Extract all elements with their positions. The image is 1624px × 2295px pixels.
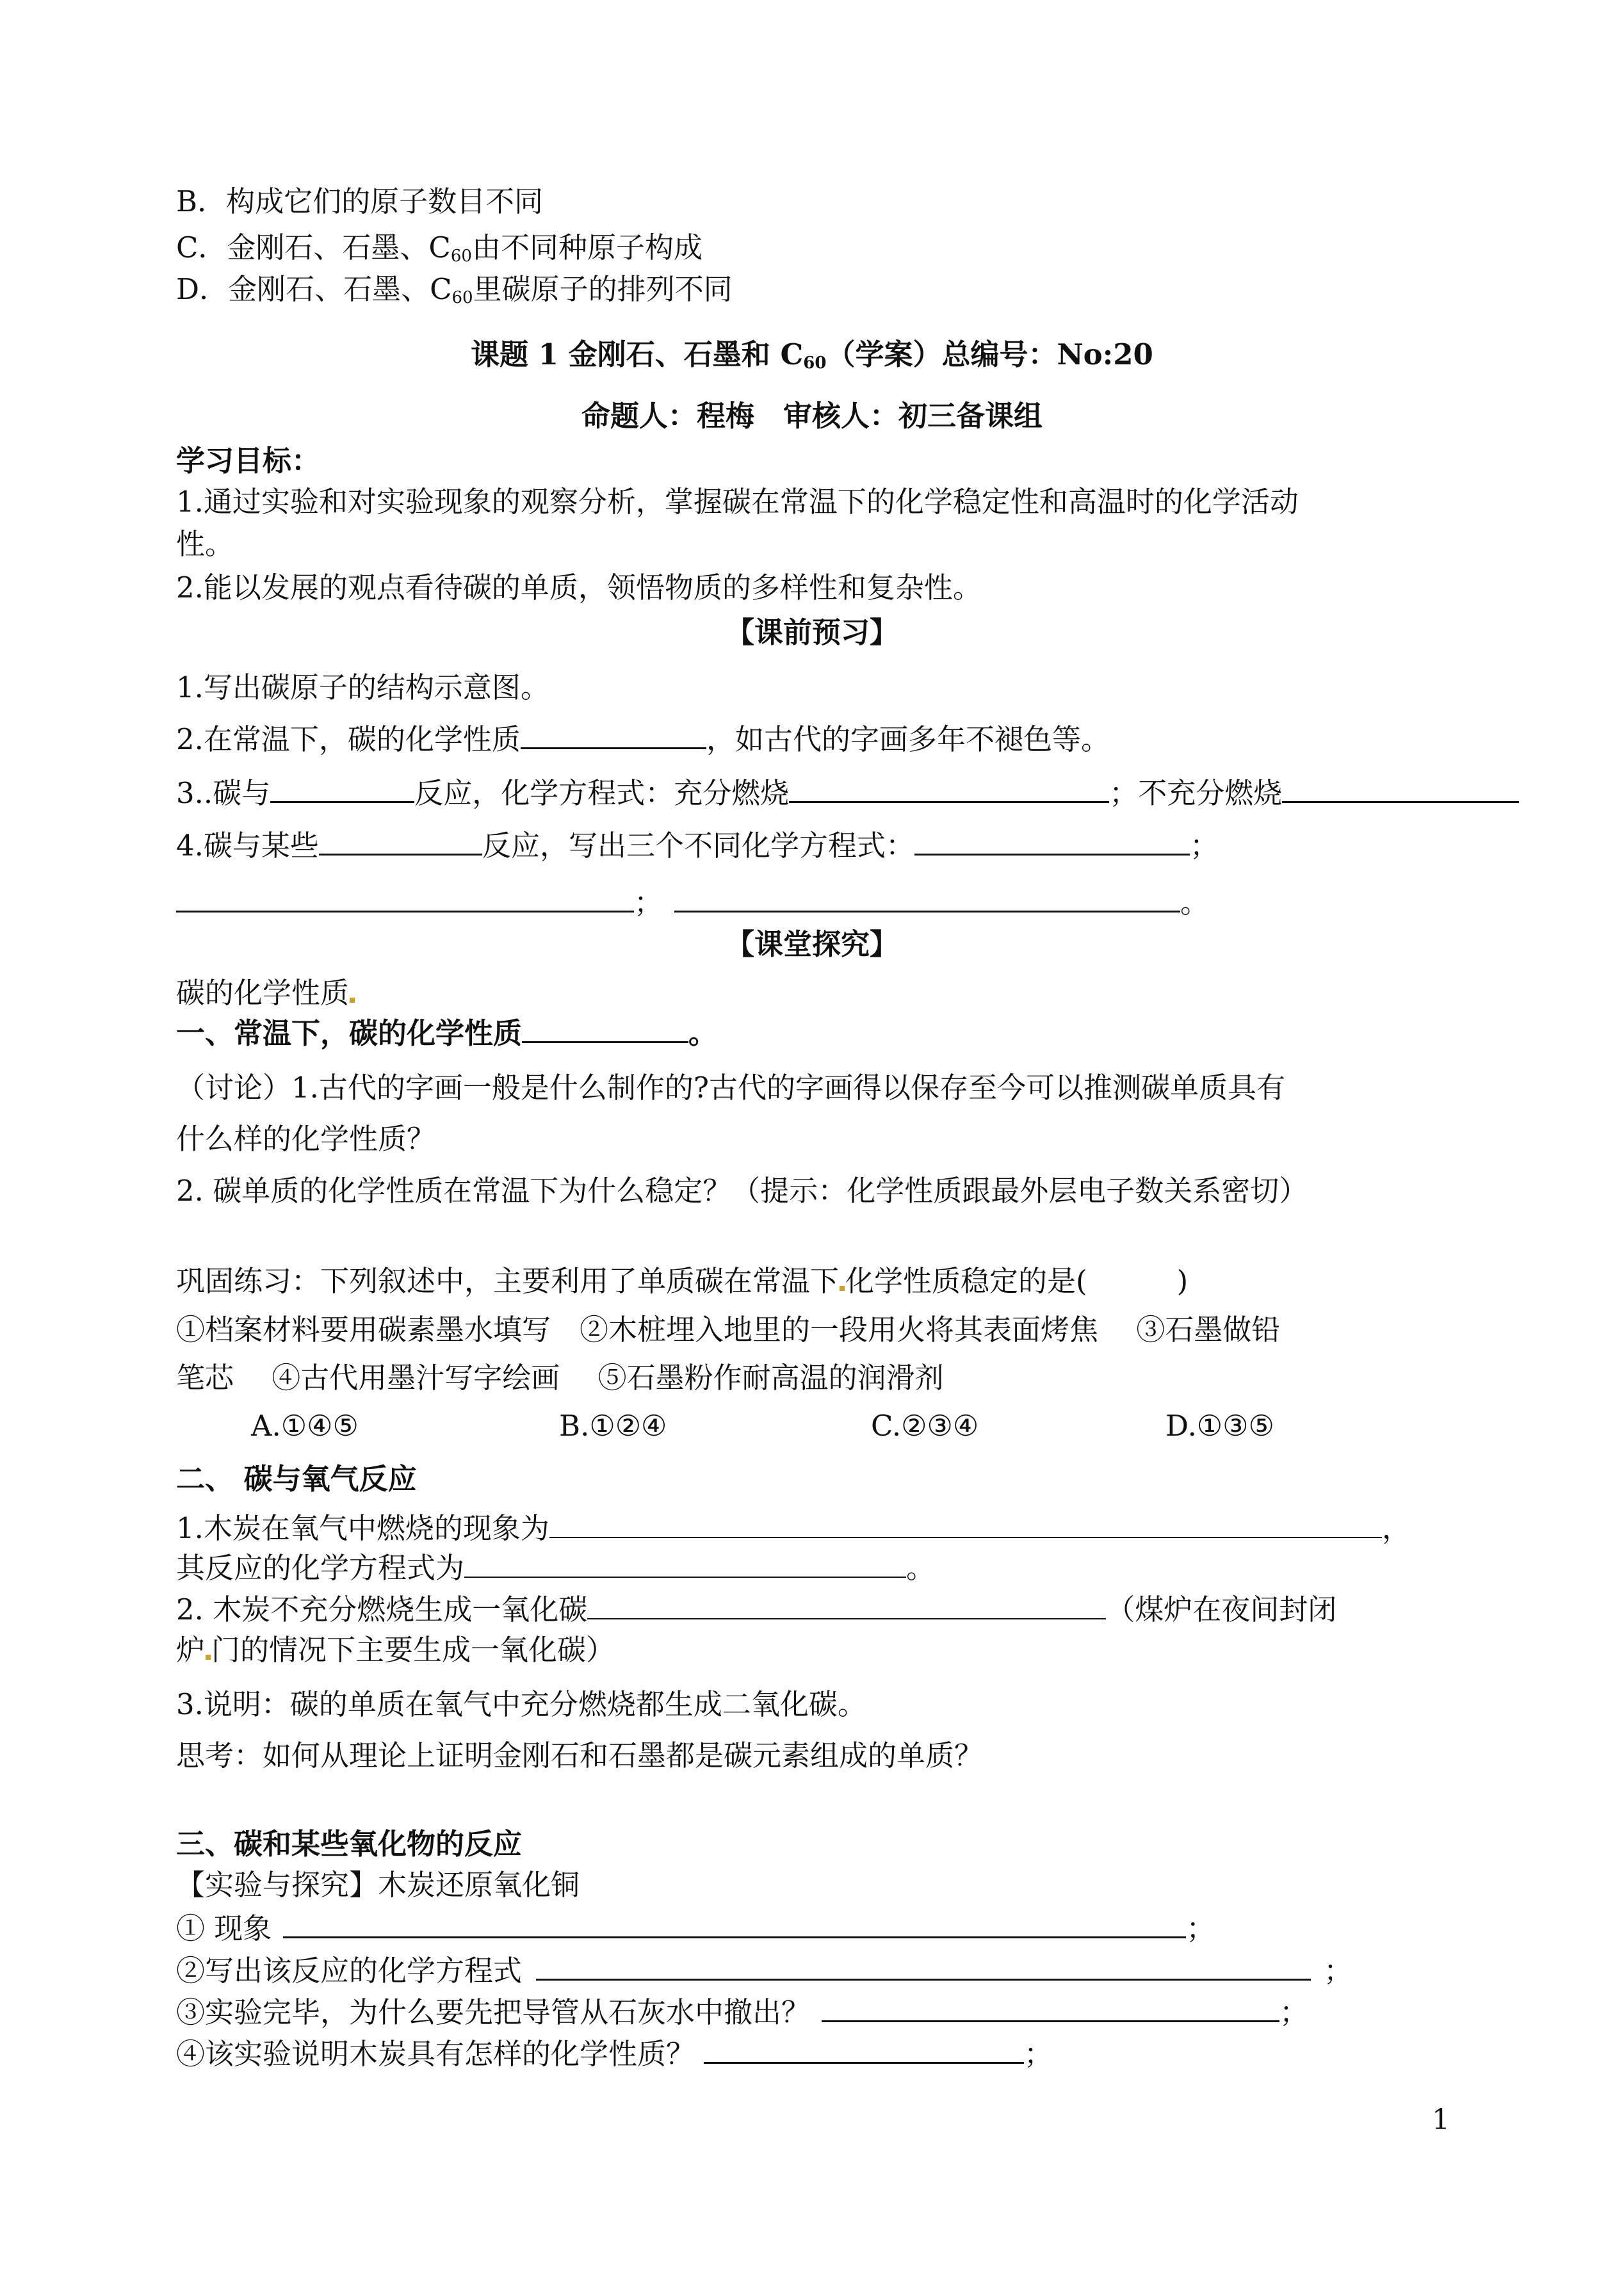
section-1-heading: 一、常温下，碳的化学性质 。: [176, 1013, 717, 1054]
discussion-1-line-1: （讨论）1.古代的字画一般是什么制作的?古代的字画得以保存至今可以推测碳单质具有: [176, 1071, 1286, 1105]
goal-1-line-1: 1.通过实验和对实验现象的观察分析，掌握碳在常温下的化学稳定性和高温时的化学活动: [176, 485, 1299, 519]
section-3-heading: 三、碳和某些氧化物的反应: [176, 1827, 523, 1861]
page-number: 1: [1432, 2104, 1450, 2136]
answer-blank[interactable]: [521, 719, 706, 749]
choice-a[interactable]: A.①④⑤: [251, 1409, 359, 1443]
inquiry-heading: 【课堂探究】: [725, 927, 898, 961]
item-2: ②写出该反应的化学方程式 ；: [176, 1950, 1352, 1991]
section-2-p1: 1.木炭在氧气中燃烧的现象为 ，: [176, 1508, 1411, 1549]
choice-c[interactable]: C.②③④: [871, 1409, 979, 1443]
answer-blank[interactable]: [270, 773, 414, 803]
inquiry-topic: 碳的化学性质: [176, 973, 355, 1014]
preview-q4: 4.碳与某些 反应，写出三个不同化学方程式： ；: [176, 825, 1219, 866]
section-2-heading: 二、 碳与氧气反应: [176, 1462, 417, 1496]
section-2-p2-line-2: 炉 门的情况下主要生成一氧化碳）: [176, 1633, 615, 1667]
mark-dot: [350, 998, 355, 1003]
discussion-1-line-2: 什么样的化学性质？: [176, 1122, 436, 1156]
goals-heading: 学习目标：: [176, 444, 321, 478]
choice-d[interactable]: D.①③⑤: [1165, 1409, 1274, 1443]
section-2-p1-line-2: 其反应的化学方程式为 。: [176, 1548, 935, 1589]
option-c: C．金刚石、石墨、$C_{60}$由不同种原子构成: [176, 231, 702, 266]
section-2-p2: 2. 木炭不充分燃烧生成一氧化碳 （煤炉在夜间封闭: [176, 1589, 1336, 1630]
mark-dot: [840, 1286, 845, 1291]
goal-1-line-2: 性。: [176, 527, 234, 561]
option-d: D．金刚石、石墨、$C_{60}$里碳原子的排列不同: [176, 272, 733, 307]
answer-blank[interactable]: [176, 882, 634, 912]
exercise-items-line-1: ①档案材料要用碳素墨水填写 ②木桩埋入地里的一段用火将其表面烤焦 ③石墨做铅: [176, 1313, 1281, 1347]
item-3: ③实验完毕，为什么要先把导管从石灰水中撤出？ ；: [176, 1992, 1308, 2033]
answer-blank[interactable]: [914, 825, 1190, 856]
answer-blank[interactable]: [549, 1509, 1382, 1538]
answer-blank[interactable]: [283, 1908, 1186, 1938]
preview-heading: 【课前预习】: [725, 615, 898, 649]
answer-blank[interactable]: [464, 1548, 906, 1578]
lesson-title: 课题 1 金刚石、石墨和 $C_{60}$（学案）总编号：No:20: [471, 337, 1153, 373]
answer-blank[interactable]: [522, 1013, 688, 1043]
answer-blank[interactable]: [536, 1950, 1311, 1981]
discussion-2: 2. 碳单质的化学性质在常温下为什么稳定？（提示：化学性质跟最外层电子数关系密切）: [176, 1174, 1308, 1208]
preview-q3: 3..碳与 反应，化学方程式：充分燃烧 ；不充分燃烧: [176, 773, 1519, 814]
answer-blank[interactable]: [587, 1590, 1106, 1619]
exercise-items-line-2: 笔芯 ④古代用墨汁写字绘画 ⑤石墨粉作耐高温的润滑剂: [176, 1361, 944, 1395]
exercise-question: 巩固练习：下列叙述中，主要利用了单质碳在常温下 化学性质稳定的是( ): [176, 1264, 1189, 1298]
answer-blank[interactable]: [704, 2034, 1024, 2064]
preview-q1: 1.写出碳原子的结构示意图。: [176, 670, 549, 704]
item-1: ① 现象 ；: [176, 1908, 1215, 1949]
preview-q2: 2.在常温下，碳的化学性质 ，如古代的字画多年不褪色等。: [176, 719, 1110, 760]
section-2-p3: 3.说明：碳的单质在氧气中充分燃烧都生成二氧化碳。: [176, 1687, 866, 1721]
option-b: B．构成它们的原子数目不同: [176, 184, 544, 218]
answer-blank[interactable]: [1282, 773, 1519, 803]
section-2-think: 思考：如何从理论上证明金刚石和石墨都是碳元素组成的单质？: [176, 1739, 984, 1772]
experiment-title: 【实验与探究】木炭还原氧化铜: [176, 1868, 580, 1902]
answer-blank[interactable]: [674, 882, 1180, 912]
authors-line: 命题人：程梅 审核人：初三备课组: [581, 399, 1043, 433]
answer-blank[interactable]: [319, 825, 482, 856]
item-4: ④该实验说明木炭具有怎样的化学性质？ ；: [176, 2034, 1053, 2075]
goal-2: 2.能以发展的观点看待碳的单质，领悟物质的多样性和复杂性。: [176, 571, 982, 604]
preview-q4-line-2: ； 。: [176, 882, 1209, 923]
mark-dot: [206, 1655, 211, 1660]
answer-blank[interactable]: [822, 1992, 1279, 2022]
answer-blank[interactable]: [789, 773, 1109, 803]
choice-b[interactable]: B.①②④: [559, 1409, 667, 1443]
